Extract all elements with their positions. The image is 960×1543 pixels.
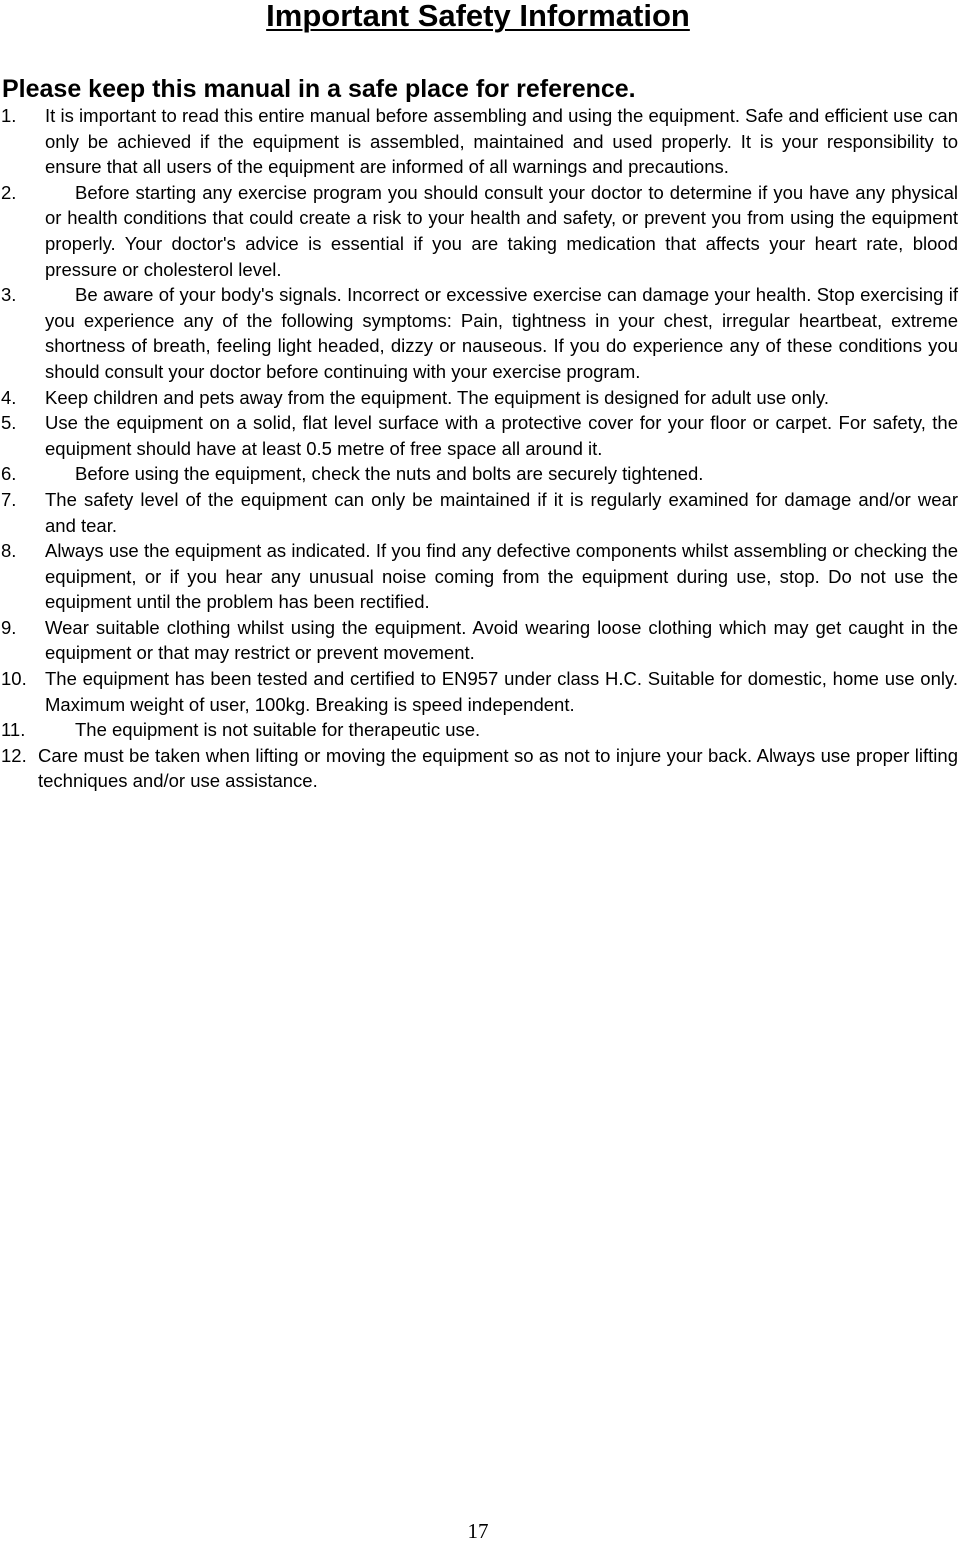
page-subtitle: Please keep this manual in a safe place for reference.	[2, 75, 636, 103]
list-item	[0, 461, 958, 487]
item-number: 6.	[1, 463, 17, 485]
item-text: Before using the equipment, check the nuts and bolts are securely tightened.	[75, 463, 704, 485]
item-number: 3.	[1, 284, 17, 306]
list-item	[0, 385, 958, 411]
item-number: 4.	[1, 386, 17, 408]
item-number: 10.	[1, 668, 27, 690]
item-text: Before starting any exercise program you should consult your doctor to determine if you have any physical or health conditions that could create a risk to your health and safety, or prevent you from using the equipment properly. Your doctor's advice is essential if you are taking medication that affects your heart rate, blood pressure or cholesterol level.	[45, 181, 958, 280]
list-item	[0, 538, 958, 615]
item-text: Use the equipment on a solid, flat level surface with a protective cover for your floor or carpet. For safety, the equipment should have at least 0.5 metre of free space all around it.	[45, 412, 958, 459]
item-text: Always use the equipment as indicated. If you find any defective components whilst assembling or checking the equipment, or if you hear any unusual noise coming from the equipment during use, stop. Do not use the equipment until the problem has been rectified.	[45, 540, 958, 613]
item-text: The equipment has been tested and certified to EN957 under class H.C. Suitable for domestic, home use only. Maximum weight of user, 100kg. Breaking is speed independent.	[45, 668, 958, 715]
page-number: 17	[467, 1519, 489, 1543]
item-text: Care must be taken when lifting or moving the equipment so as not to injure your back. Always use proper lifting techniques and/or use assistance.	[38, 744, 958, 792]
item-number: 12.	[1, 744, 27, 766]
list-item	[0, 717, 958, 743]
list-item	[0, 615, 958, 666]
item-number: 9.	[1, 616, 17, 638]
list-item	[0, 180, 958, 282]
list-item	[0, 487, 958, 538]
list-item	[0, 743, 958, 794]
list-item	[0, 410, 958, 461]
item-text: Keep children and pets away from the equipment. The equipment is designed for adult use only.	[45, 386, 829, 408]
list-item	[0, 666, 958, 717]
item-text: It is important to read this entire manual before assembling and using the equipment. Safe and efficient use can only be achieved if the equipment is assembled, maintained and used properly. It is your responsibility to ensure that all users of the equipment are informed of all warnings and precautions.	[45, 105, 958, 178]
list-item	[0, 282, 958, 384]
item-number: 11.	[1, 719, 26, 741]
item-number: 7.	[1, 488, 17, 510]
item-number: 8.	[1, 540, 17, 562]
item-number: 5.	[1, 412, 17, 434]
safety-list	[0, 103, 958, 794]
item-text: The equipment is not suitable for therapeutic use.	[75, 719, 481, 741]
page-title: Important Safety Information	[266, 0, 690, 33]
item-number: 2.	[1, 181, 17, 203]
item-text: The safety level of the equipment can only be maintained if it is regularly examined for damage and/or wear and tear.	[45, 488, 958, 536]
item-text: Be aware of your body's signals. Incorrect or excessive exercise can damage your health. Stop exercising if you experience any of the following symptoms: Pain, tightness in your chest, irregular heartbeat, extreme shortness of breath, feeling light headed, dizzy or nauseous. If you do experience any of these conditions you should consult your doctor before continuing with your exercise program.	[45, 284, 958, 382]
item-text: Wear suitable clothing whilst using the equipment. Avoid wearing loose clothing which may get caught in the equipment or that may restrict or prevent movement.	[45, 616, 958, 664]
item-number: 1.	[1, 105, 17, 126]
list-item	[0, 103, 958, 180]
